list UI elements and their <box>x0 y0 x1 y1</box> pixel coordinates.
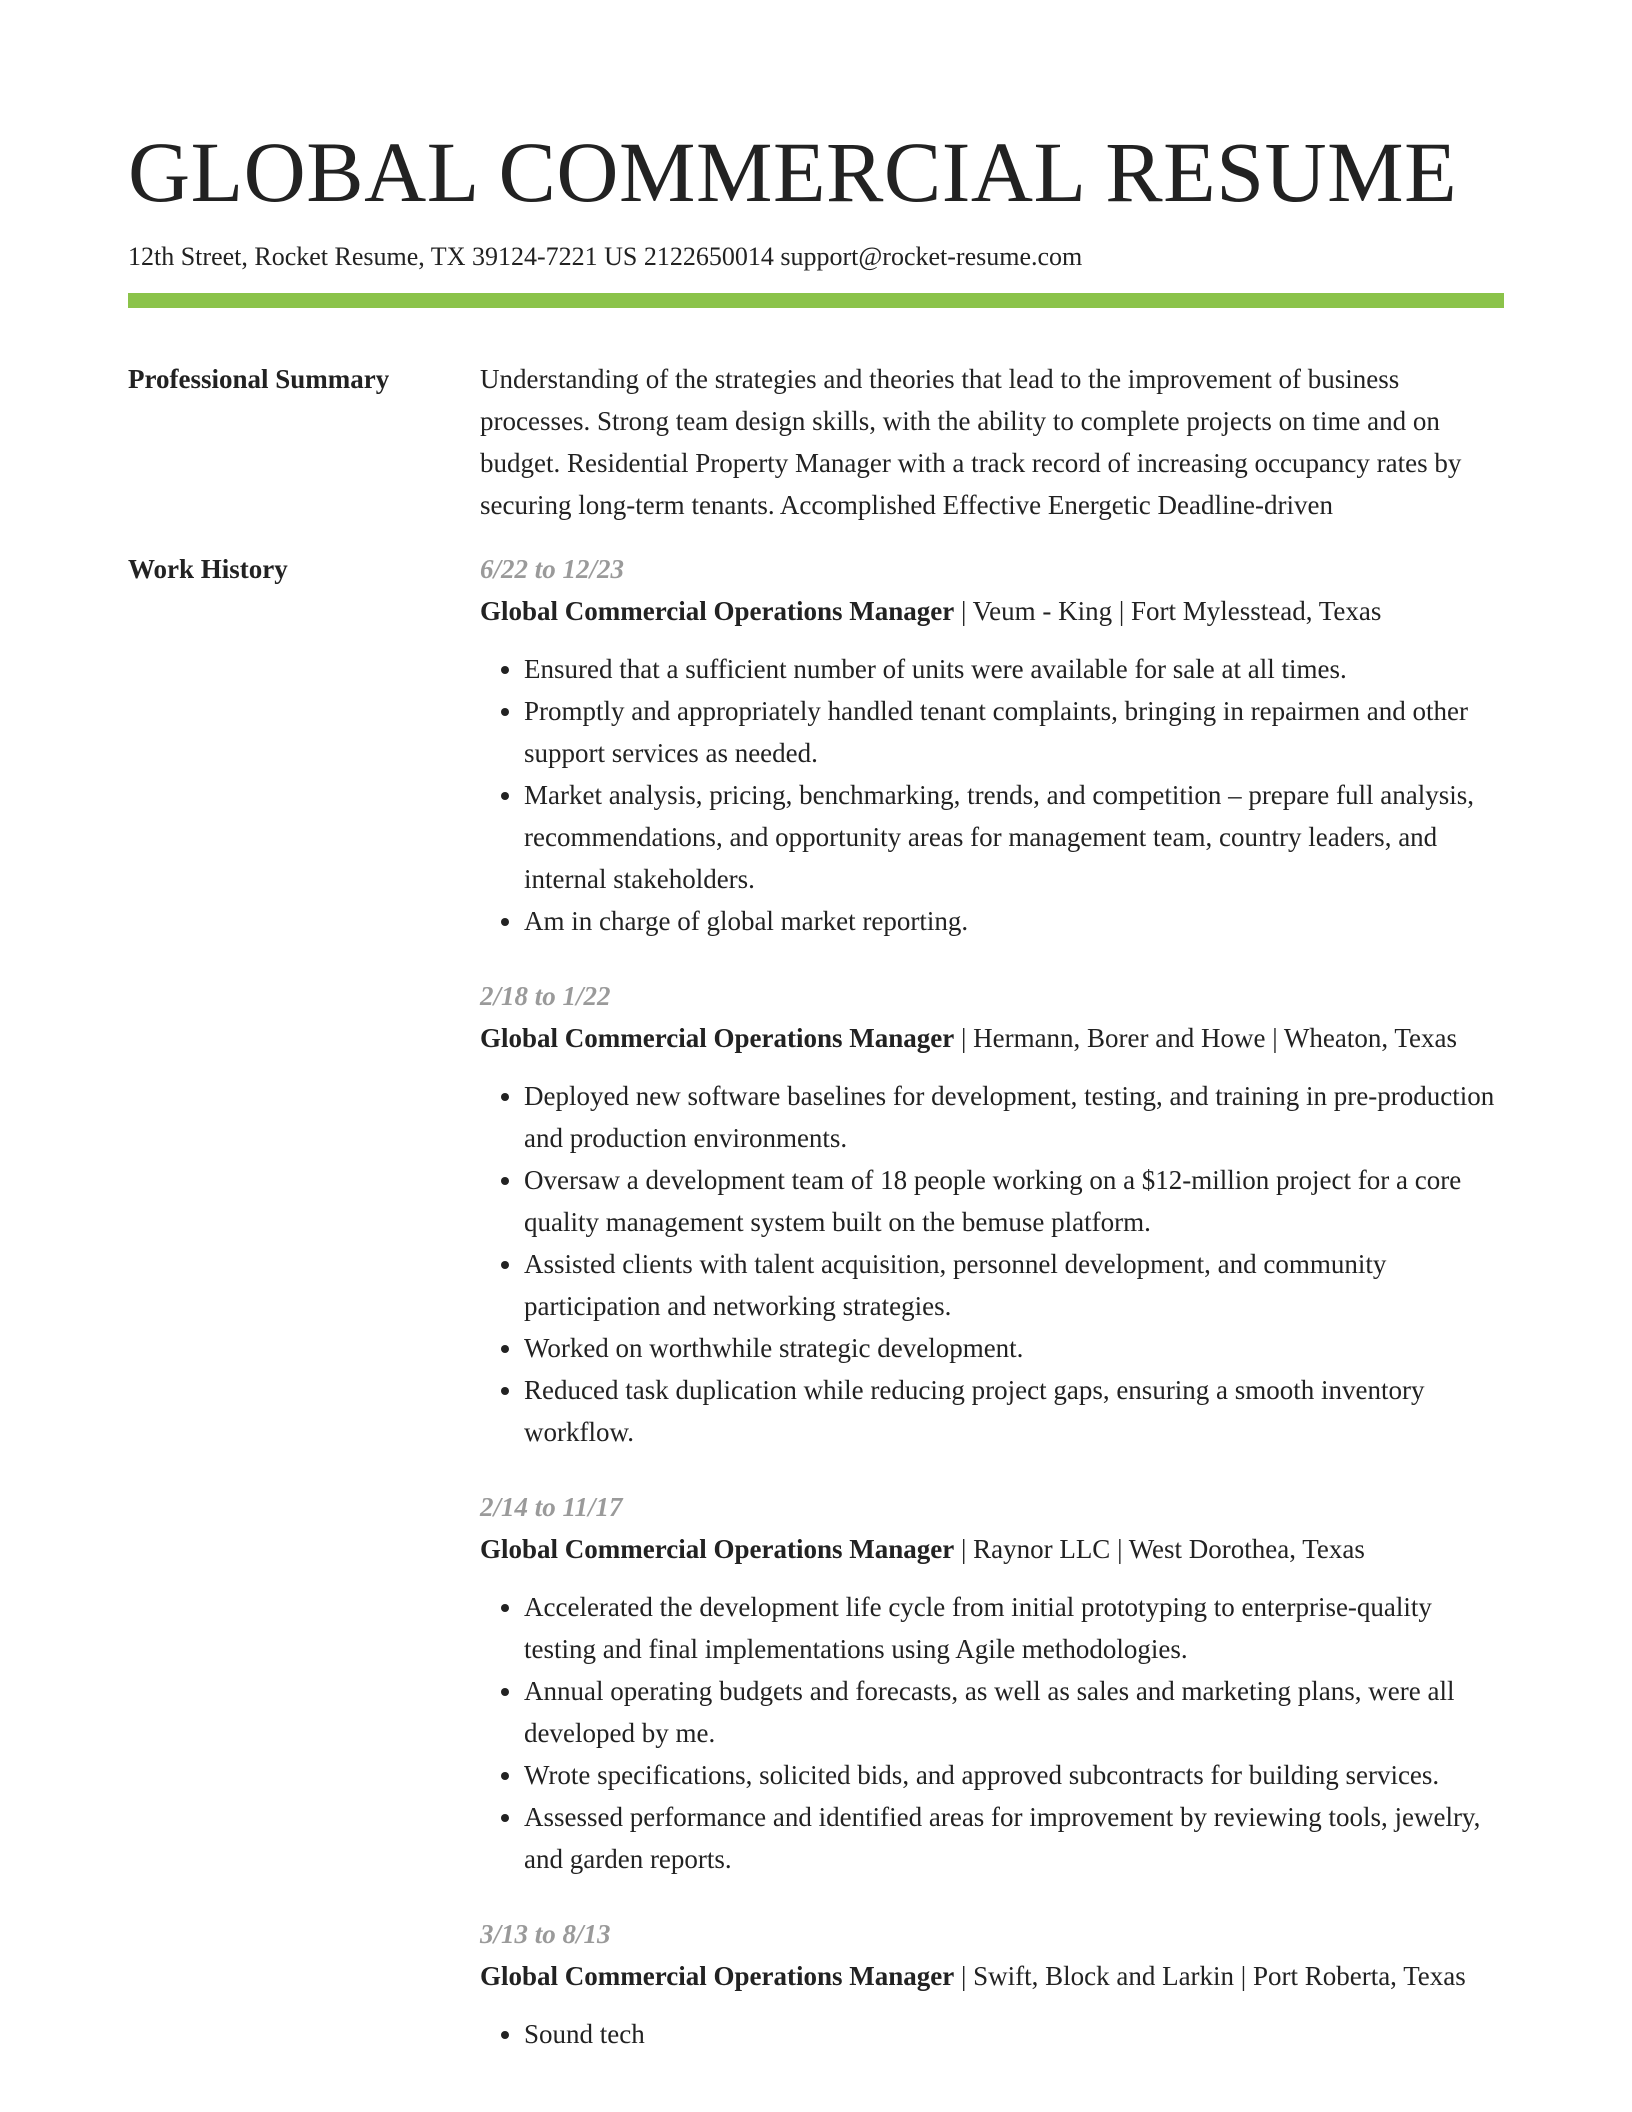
job-title: Global Commercial Operations Manager <box>480 596 955 626</box>
list-item: • Promptly and appropriately handled tenant complaints, bringing in repairmen and other support services as needed. <box>524 690 1504 774</box>
list-item: • Assisted clients with talent acquisition, personnel development, and community participation and networking strategies. <box>524 1243 1504 1327</box>
contact-line: 12th Street, Rocket Resume, TX 39124-7221 US 2122650014 support@rocket-resume.com <box>128 242 1083 271</box>
list-item: • Sound tech <box>524 2013 1504 2055</box>
list-item: • Assessed performance and identified areas for improvement by reviewing tools, jewelry, and garden reports. <box>524 1796 1504 1880</box>
job-bullets <box>480 1586 1504 1880</box>
job-employer-location: | Hermann, Borer and Howe | Wheaton, Texas <box>954 1023 1457 1053</box>
section-label: Professional Summary <box>128 364 390 394</box>
job-title: Global Commercial Operations Manager <box>480 1534 955 1564</box>
job-bullets <box>480 648 1504 942</box>
list-item: • Oversaw a development team of 18 people working on a $12-million project for a core quality management system built on the bemuse platform. <box>524 1159 1504 1243</box>
list-item: • Ensured that a sufficient number of units were available for sale at all times. <box>524 648 1504 690</box>
work-history-section <box>128 548 1504 2088</box>
header-divider <box>128 293 1504 308</box>
list-item: • Wrote specifications, solicited bids, and approved subcontracts for building services. <box>524 1754 1504 1796</box>
job-heading <box>480 1017 1504 1059</box>
list-item: • Worked on worthwhile strategic development. <box>524 1327 1504 1369</box>
job-dates: 6/22 to 12/23 <box>480 554 625 584</box>
job-dates: 2/14 to 11/17 <box>480 1492 623 1522</box>
job-heading <box>480 590 1504 632</box>
job-title: Global Commercial Operations Manager <box>480 1023 955 1053</box>
list-item: • Market analysis, pricing, benchmarking, trends, and competition – prepare full analysis, recommendations, and opportunity areas for management team, country leaders, and internal stakeholders. <box>524 774 1504 900</box>
job-employer-location: | Swift, Block and Larkin | Port Roberta, Texas <box>954 1961 1466 1991</box>
job-entry <box>480 1486 1504 1880</box>
list-item: • Am in charge of global market reporting. <box>524 900 1504 942</box>
list-item: • Reduced task duplication while reducing project gaps, ensuring a smooth inventory workflow. <box>524 1369 1504 1453</box>
list-item: • Deployed new software baselines for development, testing, and training in pre-production and production environments. <box>524 1075 1504 1159</box>
job-entry <box>480 975 1504 1453</box>
job-dates: 2/18 to 1/22 <box>480 981 611 1011</box>
job-heading <box>480 1528 1504 1570</box>
list-item: • Accelerated the development life cycle from initial prototyping to enterprise-quality testing and final implementations using Agile methodologies. <box>524 1586 1504 1670</box>
job-entry <box>480 1913 1504 2055</box>
section-label: Work History <box>128 554 288 584</box>
job-bullets <box>480 1075 1504 1453</box>
job-entry <box>480 548 1504 942</box>
list-item: • Annual operating budgets and forecasts, as well as sales and marketing plans, were all developed by me. <box>524 1670 1504 1754</box>
job-bullets <box>480 2013 1504 2055</box>
job-dates: 3/13 to 8/13 <box>480 1919 611 1949</box>
job-employer-location: | Veum - King | Fort Mylesstead, Texas <box>954 596 1382 626</box>
work-history-list <box>480 548 1504 2088</box>
resume-page <box>128 0 1504 2088</box>
professional-summary-section <box>128 358 1504 526</box>
job-employer-location: | Raynor LLC | West Dorothea, Texas <box>954 1534 1365 1564</box>
summary-text: Understanding of the strategies and theories that lead to the improvement of business processes. Strong team design skills, with the ability to complete projects on time and on budget. Residential Property Manager with a track record of increasing occupancy rates by securing long-term tenants. Accomplished Effective Energetic Deadline-driven <box>480 364 1462 520</box>
job-heading <box>480 1955 1504 1997</box>
resume-name: GLOBAL COMMERCIAL RESUME <box>128 124 1458 220</box>
job-title: Global Commercial Operations Manager <box>480 1961 955 1991</box>
